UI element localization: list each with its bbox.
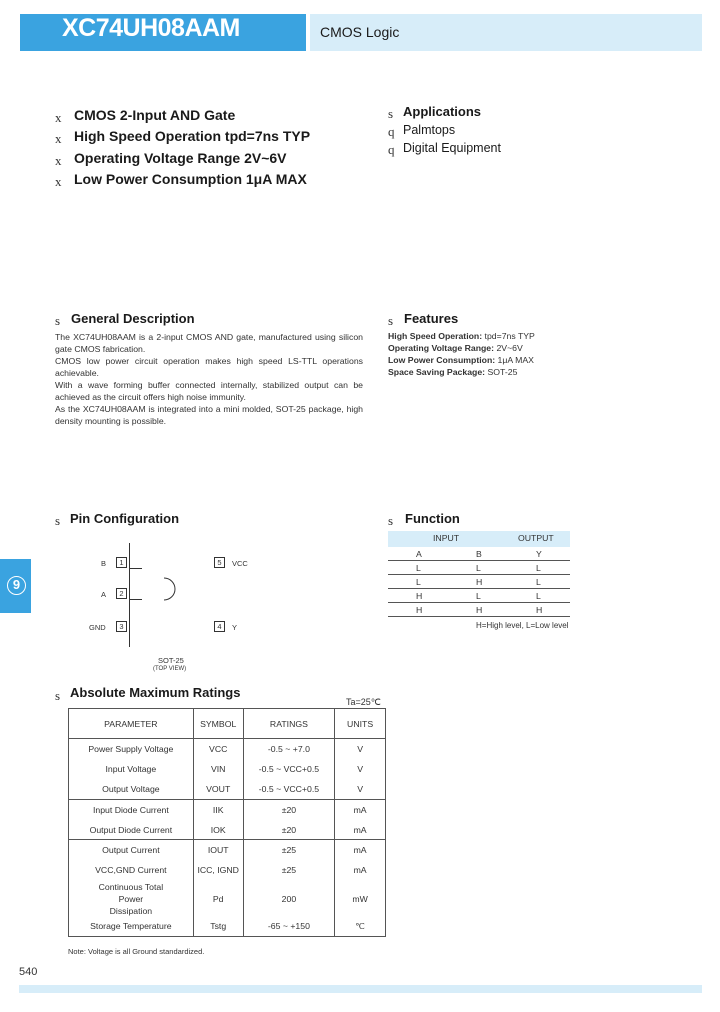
feature-label: Operating Voltage Range: (388, 343, 495, 353)
unit-cell: mW (335, 881, 386, 917)
table-cell: H (476, 577, 483, 587)
symbol-cell: IIK (193, 799, 243, 819)
rating-cell: ±25 (243, 840, 335, 860)
table-cell: L (536, 591, 541, 601)
function-note: H=High level, L=Low level (476, 621, 569, 630)
parameter-cell: Output Diode Current (69, 820, 194, 840)
pin-name-y: Y (232, 623, 238, 632)
rating-cell: -65 ~ +150 (243, 917, 335, 937)
parameter-cell: Continuous Total Power Dissipation (69, 881, 194, 917)
pin-lead (130, 599, 142, 600)
temperature-condition: Ta=25℃ (346, 697, 381, 707)
pin-number-4: 4 (214, 621, 225, 632)
section-marker: s (55, 688, 61, 703)
unit-cell: mA (335, 799, 386, 819)
table-row (69, 881, 386, 917)
section-marker: s (388, 513, 394, 528)
table-cell: L (536, 577, 541, 587)
table-cell: L (476, 591, 481, 601)
parameter-cell: Power Supply Voltage (69, 739, 194, 759)
pin-name-b: B (101, 559, 107, 568)
ratings-note: Note: Voltage is all Ground standardized. (68, 947, 205, 956)
column-header: Y (536, 549, 542, 559)
column-header: A (416, 549, 422, 559)
application-item: Palmtops (403, 123, 456, 137)
feature-line (388, 331, 535, 341)
list-marker: q (388, 142, 395, 157)
feature-label: Space Saving Package: (388, 367, 486, 377)
page-number: 540 (19, 966, 38, 978)
part-number-title: XC74UH08AAM (62, 14, 240, 42)
rating-cell: ±20 (243, 799, 335, 819)
table-row (388, 603, 570, 617)
absolute-maximum-ratings-heading: Absolute Maximum Ratings (70, 685, 241, 700)
rating-cell: ±20 (243, 820, 335, 840)
table-row (69, 739, 386, 759)
function-heading: Function (405, 511, 460, 526)
table-row (69, 779, 386, 799)
rating-cell: -0.5 ~ VCC+0.5 (243, 759, 335, 779)
table-cell: H (476, 605, 483, 615)
category-label: CMOS Logic (320, 24, 400, 40)
parameter-cell: Input Diode Current (69, 799, 194, 819)
table-row (69, 840, 386, 860)
chapter-number: 9 (7, 576, 26, 595)
rating-cell: ±25 (243, 860, 335, 880)
description-paragraph: As the XC74UH08AAM is integrated into a mini molded, SOT-25 package, high density mounting is possible. (55, 404, 363, 426)
parameter-cell: Output Current (69, 840, 194, 860)
pin-configuration-heading: Pin Configuration (70, 511, 180, 526)
table-row (69, 860, 386, 880)
table-row (69, 820, 386, 840)
symbol-cell: ICC, IGND (193, 860, 243, 880)
pin-name-vcc: VCC (232, 559, 248, 568)
unit-cell: V (335, 779, 386, 799)
table-cell: H (416, 605, 423, 615)
function-table-header (388, 531, 570, 547)
output-header: OUTPUT (518, 533, 554, 543)
pin-number-1: 1 (116, 557, 127, 568)
bullet-marker: x (55, 110, 62, 125)
feature-line (388, 355, 534, 365)
feature-label: High Speed Operation: (388, 331, 483, 341)
section-marker: s (55, 313, 61, 328)
table-row (388, 547, 570, 561)
parameter-cell: Storage Temperature (69, 917, 194, 937)
input-header: INPUT (433, 533, 460, 543)
symbol-cell: Pd (193, 881, 243, 917)
pin-number-5: 5 (214, 557, 225, 568)
pin-number-3: 3 (116, 621, 127, 632)
table-header-row (69, 709, 386, 739)
rating-cell: -0.5 ~ +7.0 (243, 739, 335, 759)
features-heading: Features (404, 311, 459, 326)
description-paragraph: With a wave forming buffer connected internally, stabilized output can be achieved as the circuit offers high noise immunity. (55, 380, 363, 402)
table-row (388, 589, 570, 603)
table-row (69, 799, 386, 819)
function-table (388, 531, 570, 617)
package-label: SOT-25 (158, 656, 184, 665)
applications-heading: Applications (403, 104, 482, 119)
pin-number-2: 2 (116, 588, 127, 599)
table-row (69, 917, 386, 937)
feature-line (388, 367, 517, 377)
parameter-cell: Output Voltage (69, 779, 194, 799)
symbol-cell: VCC (193, 739, 243, 759)
ratings-table (68, 708, 386, 937)
parameter-cell: Input Voltage (69, 759, 194, 779)
symbol-cell: Tstg (193, 917, 243, 937)
section-marker: s (55, 513, 61, 528)
unit-cell: mA (335, 860, 386, 880)
view-label: (TOP VIEW) (153, 666, 187, 672)
section-marker: s (388, 313, 394, 328)
pin-name-gnd: GND (89, 623, 106, 632)
unit-cell: ℃ (335, 917, 386, 937)
list-marker: q (388, 124, 395, 139)
feature-value: tpd=7ns TYP (482, 331, 535, 341)
table-cell: H (416, 591, 423, 601)
symbol-cell: VOUT (193, 779, 243, 799)
feature-value: 1μA MAX (495, 355, 534, 365)
feature-bullet: High Speed Operation tpd=7ns TYP (74, 128, 311, 144)
description-paragraph: CMOS low power circuit operation makes high speed LS-TTL operations achievable. (55, 356, 363, 378)
rating-cell: -0.5 ~ VCC+0.5 (243, 779, 335, 799)
feature-value: SOT-25 (485, 367, 518, 377)
bullet-marker: x (55, 174, 62, 189)
feature-line (388, 343, 523, 353)
symbol-cell: VIN (193, 759, 243, 779)
symbol-cell: IOUT (193, 840, 243, 860)
rating-cell: 200 (243, 881, 335, 917)
table-cell: L (416, 577, 421, 587)
feature-bullet: Operating Voltage Range 2V~6V (74, 150, 287, 166)
parameter-cell: VCC,GND Current (69, 860, 194, 880)
column-header: RATINGS (243, 709, 335, 739)
table-row (388, 575, 570, 589)
table-row (69, 759, 386, 779)
table-row (388, 561, 570, 575)
footer-bar (19, 985, 702, 993)
table-cell: L (476, 563, 481, 573)
application-item: Digital Equipment (403, 141, 501, 155)
unit-cell: V (335, 739, 386, 759)
unit-cell: mA (335, 840, 386, 860)
feature-value: 2V~6V (494, 343, 523, 353)
package-outline (129, 543, 130, 647)
symbol-cell: IOK (193, 820, 243, 840)
feature-label: Low Power Consumption: (388, 355, 496, 365)
pin-lead (130, 568, 142, 569)
general-description-body (55, 331, 363, 427)
table-cell: L (416, 563, 421, 573)
column-header: UNITS (335, 709, 386, 739)
feature-bullet: Low Power Consumption 1μA MAX (74, 171, 307, 187)
unit-cell: V (335, 759, 386, 779)
table-cell: L (536, 563, 541, 573)
feature-bullet: CMOS 2-Input AND Gate (74, 107, 236, 123)
bullet-marker: x (55, 131, 62, 146)
section-marker: s (388, 106, 394, 121)
and-gate-symbol (150, 576, 180, 602)
table-cell: H (536, 605, 543, 615)
general-description-heading: General Description (71, 311, 195, 326)
pin-name-a: A (101, 590, 107, 599)
column-header: SYMBOL (193, 709, 243, 739)
column-header: PARAMETER (69, 709, 194, 739)
description-paragraph: The XC74UH08AAM is a 2-input CMOS AND gate, manufactured using silicon gate CMOS fabrication. (55, 332, 363, 354)
column-header: B (476, 549, 482, 559)
unit-cell: mA (335, 820, 386, 840)
bullet-marker: x (55, 153, 62, 168)
